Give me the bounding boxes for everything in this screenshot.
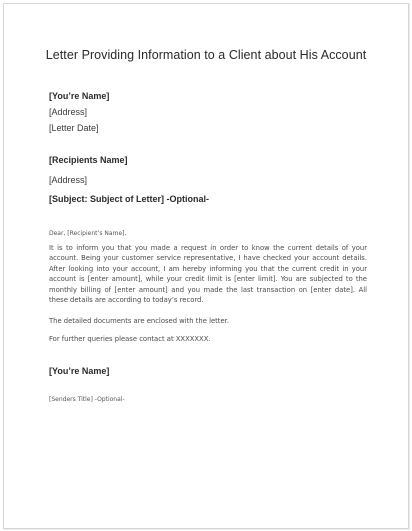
contact-line: For further queries please contact at XXXXXXX. (49, 335, 211, 343)
sender-name: [You’re Name] (49, 91, 110, 101)
body-paragraph: It is to inform you that you made a request in order to know the current details of your account. Being your customer service representative, I have checked your account details. After looking into your account, I am hereby informing you that the current credit in your account is [enter amount], while your credit limit is [enter limit]. You are subjected to the monthly billing of [enter amount] and you made the last transaction on [enter date]. All these details are according to today’s record. (49, 244, 367, 305)
letter-title: Letter Providing Information to a Client about His Account (45, 48, 367, 62)
closing-name: [You’re Name] (49, 366, 110, 376)
recipient-name: [Recipients Name] (49, 155, 128, 165)
sender-address: [Address] (49, 107, 88, 117)
closing-title: [Senders Title] -Optional- (49, 396, 125, 403)
recipient-address: [Address] (49, 175, 88, 185)
salutation: Dear, [Recipient’s Name], (49, 230, 127, 237)
enclosure-line: The detailed documents are enclosed with the letter. (49, 317, 229, 325)
letter-subject: [Subject: Subject of Letter] -Optional- (49, 194, 209, 204)
letter-date: [Letter Date] (49, 123, 99, 133)
